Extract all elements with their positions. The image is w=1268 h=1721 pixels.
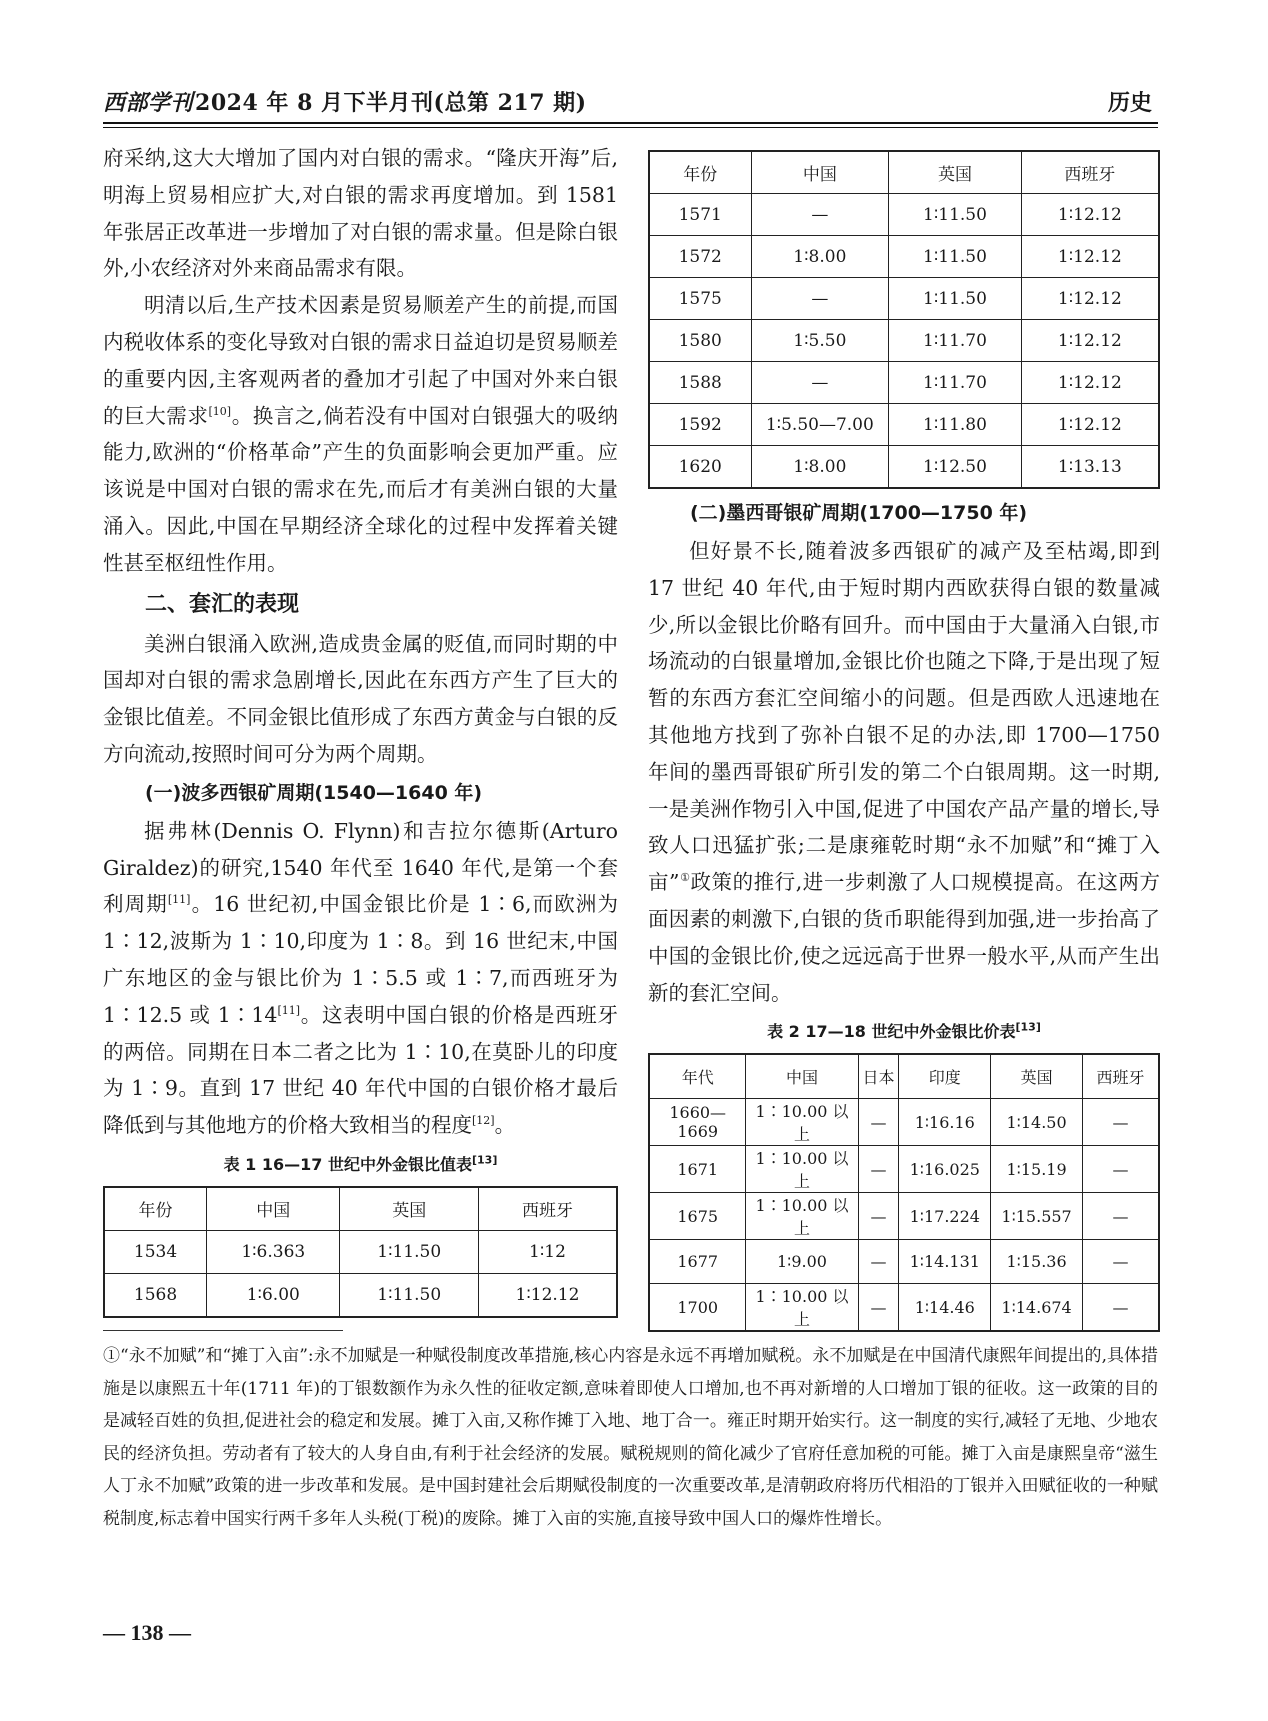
paragraph-text: 明清以后,生产技术因素是贸易顺差产生的前提,而国内税收体系的变化导致对白银的需求日益迫切是贸易顺差的重要内因,主客观两者的叠加才引起了中国对外来白银的巨大需求 — [103, 293, 618, 428]
cell: 1675 — [649, 1193, 746, 1240]
cell: — — [751, 278, 889, 320]
cell: 1∶8.00 — [751, 236, 889, 278]
cell: 1∶14.674 — [991, 1284, 1083, 1332]
cell: 1677 — [649, 1240, 746, 1284]
table-1 — [103, 1186, 618, 1318]
cell: — — [1082, 1240, 1159, 1284]
table-row — [649, 362, 1159, 404]
footnote-divider — [103, 1330, 343, 1331]
cell: 1∶11.80 — [889, 404, 1022, 446]
caption-text: 表 1 16—17 世纪中外金银比值表 — [223, 1154, 472, 1174]
cell: 1571 — [649, 194, 751, 236]
table-caption — [648, 1017, 1160, 1047]
cell: 1∶12.12 — [1021, 278, 1159, 320]
header-cell: 中国 — [751, 151, 889, 194]
cell: 1∶16.025 — [899, 1146, 991, 1193]
table-row — [649, 1284, 1159, 1332]
header-cell: 英国 — [991, 1054, 1083, 1099]
cell: 1∶11.70 — [889, 320, 1022, 362]
cell: 1660—1669 — [649, 1099, 746, 1146]
cell: 1∶10.00 以上 — [746, 1099, 858, 1146]
paragraph — [103, 813, 618, 1144]
cell: 1575 — [649, 278, 751, 320]
cell: 1∶9.00 — [746, 1240, 858, 1284]
cell: 1∶11.70 — [889, 362, 1022, 404]
issue-info: 2024 年 8 月下半月刊(总第 217 期) — [195, 90, 587, 116]
cell: 1∶14.131 — [899, 1240, 991, 1284]
paragraph-text: 。 — [494, 1113, 516, 1138]
paragraph — [103, 287, 618, 581]
header-cell: 西班牙 — [1082, 1054, 1159, 1099]
cell: 1∶11.50 — [889, 278, 1022, 320]
subsection-heading: (二)墨西哥银矿周期(1700—1750 年) — [690, 502, 1028, 524]
footnote-marker: ① — [679, 871, 691, 885]
table-header-row — [649, 151, 1159, 194]
table-row — [649, 446, 1159, 489]
cell: — — [1082, 1193, 1159, 1240]
table-caption — [103, 1150, 618, 1180]
header-cell: 西班牙 — [1021, 151, 1159, 194]
header-cell: 印度 — [899, 1054, 991, 1099]
cell: 1620 — [649, 446, 751, 489]
table-header-row — [649, 1054, 1159, 1099]
journal-logo: 西部学刊 — [103, 90, 194, 116]
cell: 1∶13.13 — [1021, 446, 1159, 489]
running-header — [103, 86, 1158, 122]
paragraph-text: 政策的推行,进一步刺激了人口规模提高。在这两方面因素的刺激下,白银的货币职能得到加强,进一步抬高了中国的金银比价,使之远远高于世界一般水平,从而产生出新的套汇空间。 — [648, 870, 1160, 1005]
cell: — — [751, 194, 889, 236]
table-row — [649, 236, 1159, 278]
paragraph-text: 。这表明中国白银的价格是西班牙的两倍。同期在日本二者之比为 1∶10,在莫卧儿的印度为 1∶9。直到 17 世纪 40 年代中国的白银价格才最后降低到与其他地方的价格大致相当的程度 — [103, 1002, 619, 1138]
section-heading: 二、套汇的表现 — [145, 591, 300, 617]
citation: [10] — [208, 404, 232, 418]
cell: 1∶6.00 — [207, 1273, 340, 1317]
cell: 1592 — [649, 404, 751, 446]
table-row — [649, 278, 1159, 320]
cell: — — [1082, 1099, 1159, 1146]
cell: 1534 — [104, 1230, 207, 1273]
cell: 1∶6.363 — [207, 1230, 340, 1273]
cell: 1∶12.12 — [1021, 362, 1159, 404]
cell: 1∶12.12 — [1021, 236, 1159, 278]
header-rule-thin — [103, 127, 1158, 128]
cell: 1∶10.00 以上 — [746, 1146, 858, 1193]
header-cell: 中国 — [207, 1187, 340, 1231]
table-row — [649, 1146, 1159, 1193]
paragraph: 府采纳,这大大增加了国内对白银的需求。“隆庆开海”后,明海上贸易相应扩大,对白银的需求再度增加。到 1581 年张居正改革进一步增加了对白银的需求量。但是除白银外,小农经济对外来商品需求有限。 — [103, 146, 618, 281]
cell: — — [1082, 1146, 1159, 1193]
citation: [11] — [277, 1003, 301, 1017]
cell: 1∶15.557 — [991, 1193, 1083, 1240]
citation: [12] — [472, 1114, 495, 1128]
cell: 1∶17.224 — [899, 1193, 991, 1240]
cell: 1572 — [649, 236, 751, 278]
cell: 1∶5.50 — [751, 320, 889, 362]
cell: 1∶8.00 — [751, 446, 889, 489]
cell: — — [1082, 1284, 1159, 1332]
section-name: 历史 — [1107, 90, 1152, 116]
cell: 1∶14.46 — [899, 1284, 991, 1332]
table-row — [104, 1273, 617, 1317]
cell: 1580 — [649, 320, 751, 362]
header-cell: 西班牙 — [478, 1187, 617, 1231]
table-2 — [648, 1053, 1160, 1332]
caption-text: 表 2 17—18 世纪中外金银比价表 — [767, 1022, 1016, 1042]
citation: [13] — [1015, 1021, 1041, 1035]
table-row — [649, 194, 1159, 236]
cell: 1∶10.00 以上 — [746, 1284, 858, 1332]
cell: 1∶11.50 — [340, 1230, 479, 1273]
cell: 1∶15.36 — [991, 1240, 1083, 1284]
cell: 1∶11.50 — [340, 1273, 479, 1317]
cell: 1∶12.12 — [1021, 404, 1159, 446]
page-number: — 138 — — [103, 1620, 191, 1645]
header-cell: 年份 — [649, 151, 751, 194]
header-cell: 日本 — [858, 1054, 899, 1099]
cell: 1∶5.50—7.00 — [751, 404, 889, 446]
paragraph-text: 。16 世纪初,中国金银比价是 1∶6,而欧洲为 1∶12,波斯为 1∶10,印度为 1∶8。到 16 世纪末,中国广东地区的金与银比价为 1∶5.5 或 1∶7,而西班牙为 1∶12.5 或 1∶14 — [103, 892, 618, 1027]
table-1-continued — [648, 150, 1160, 489]
cell: 1∶12.12 — [478, 1273, 617, 1317]
subsection-heading: (一)波多西银矿周期(1540—1640 年) — [145, 781, 483, 804]
cell: — — [858, 1146, 899, 1193]
paragraph-text: 但好景不长,随着波多西银矿的减产及至枯竭,即到 17 世纪 40 年代,由于短时期内西欧获得白银的数量减少,所以金银比价略有回升。而中国由于大量涌入白银,市场流动的白银量增加,金银比价也随之下降,于是出现了短暂的东西方套汇空间缩小的问题。但是西欧人迅速地在其他地方找到了弥补白银不足的办法,即 1700—1750 年间的墨西哥银矿所引发的第二个白银周期。这一时期,一是美洲作物引入中国,促进了中国农产品产量的增长,导致人口迅猛扩张;二是康雍乾时期“永不加赋”和“摊丁入亩” — [648, 539, 1160, 895]
table-row — [649, 1193, 1159, 1240]
cell: 1671 — [649, 1146, 746, 1193]
cell: — — [858, 1099, 899, 1146]
cell: 1∶11.50 — [889, 236, 1022, 278]
cell: — — [858, 1284, 899, 1332]
table-header-row — [104, 1187, 617, 1231]
table-row — [649, 1240, 1159, 1284]
table-row — [649, 320, 1159, 362]
journal-title — [103, 86, 587, 117]
citation: [13] — [472, 1153, 498, 1167]
cell: 1∶12.50 — [889, 446, 1022, 489]
paragraph: 美洲白银涌入欧洲,造成贵金属的贬值,而同时期的中国却对白银的需求急剧增长,因此在东西方产生了巨大的金银比值差。不同金银比值形成了东西方黄金与白银的反方向流动,按照时间可分为两个周期。 — [103, 631, 618, 766]
citation: [11] — [167, 893, 191, 907]
cell: 1568 — [104, 1273, 207, 1317]
table-row — [104, 1230, 617, 1273]
left-column — [103, 140, 618, 1318]
paragraph-text: 。换言之,倘若没有中国对白银强大的吸纳能力,欧洲的“价格革命”产生的负面影响会更加严重。应该说是中国对白银的需求在先,而后才有美洲白银的大量涌入。因此,中国在早期经济全球化的过程中发挥着关键性甚至枢纽性作用。 — [103, 403, 619, 575]
table-row — [649, 1099, 1159, 1146]
cell: 1∶11.50 — [889, 194, 1022, 236]
header-cell: 年份 — [104, 1187, 207, 1231]
cell: 1∶14.50 — [991, 1099, 1083, 1146]
cell: 1∶16.16 — [899, 1099, 991, 1146]
cell: 1∶12 — [478, 1230, 617, 1273]
paragraph — [648, 533, 1160, 1011]
header-cell: 英国 — [340, 1187, 479, 1231]
header-cell: 年代 — [649, 1054, 746, 1099]
header-rule — [103, 122, 1158, 124]
cell: 1∶12.12 — [1021, 320, 1159, 362]
cell: 1∶10.00 以上 — [746, 1193, 858, 1240]
cell: — — [751, 362, 889, 404]
header-cell: 英国 — [889, 151, 1022, 194]
right-column — [648, 150, 1160, 1332]
cell: 1700 — [649, 1284, 746, 1332]
table-row — [649, 404, 1159, 446]
paragraph-text: 据弗林(Dennis O. Flynn)和吉拉尔德斯(Arturo Giraldez)的研究,1540 年代至 1640 年代,是第一个套利周期 — [103, 818, 618, 917]
footnote: ①“永不加赋”和“摊丁入亩”:永不加赋是一种赋役制度改革措施,核心内容是永远不再增加赋税。永不加赋是在中国清代康熙年间提出的,具体措施是以康熙五十年(1711 年)的丁银数额作为永久性的征收定额,意味着即使人口增加,也不再对新增的人口增加丁银的征收。这一政策的目的是减轻百姓的负担,促进社会的稳定和发展。摊丁入亩,又称作摊丁入地、地丁合一。雍正时期开始实行。这一制度的实行,减轻了无地、少地农民的经济负担。劳动者有了较大的人身自由,有利于社会经济的发展。赋税规则的简化减少了官府任意加税的可能。摊丁入亩是康熙皇帝“滋生人丁永不加赋”政策的进一步改革和发展。是中国封建社会后期赋役制度的一次重要改革,是清朝政府将历代相沿的丁银并入田赋征收的一种赋税制度,标志着中国实行两千多年人头税(丁税)的废除。摊丁入亩的实施,直接导致中国人口的爆炸性增长。 — [103, 1346, 1158, 1529]
cell: — — [858, 1193, 899, 1240]
cell: 1588 — [649, 362, 751, 404]
cell: 1∶15.19 — [991, 1146, 1083, 1193]
cell: — — [858, 1240, 899, 1284]
cell: 1∶12.12 — [1021, 194, 1159, 236]
header-cell: 中国 — [746, 1054, 858, 1099]
